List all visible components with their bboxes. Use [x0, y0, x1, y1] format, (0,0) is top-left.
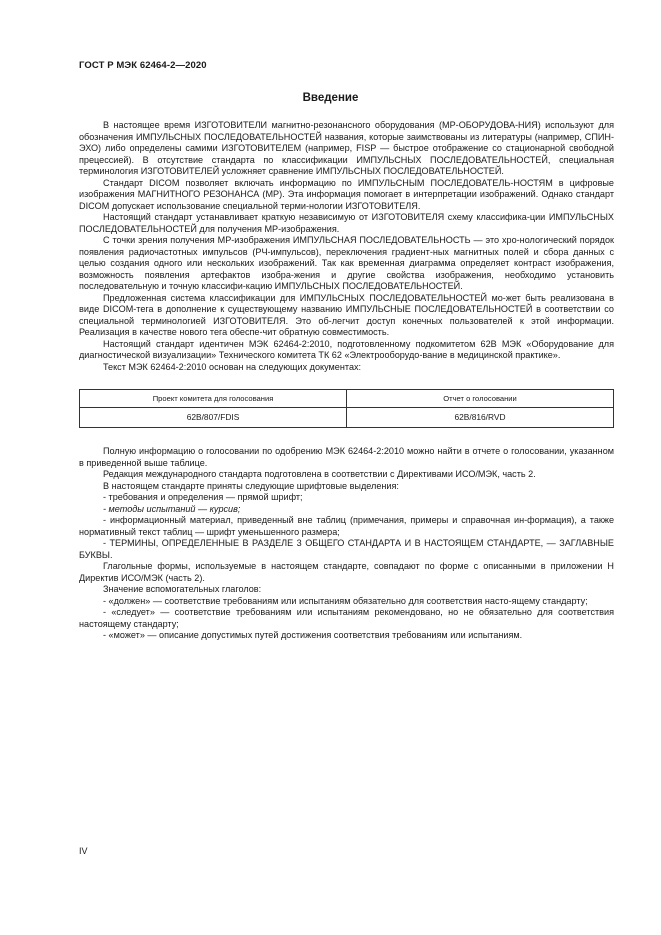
table-cell: 62В/807/FDIS — [80, 408, 347, 428]
paragraph: Редакция международного стандарта подготовлена в соответствии с Директивами ИСО/МЭК, часть 2. — [103, 469, 536, 479]
list-item: - требования и определения — прямой шрифт; — [103, 492, 303, 502]
paragraph: В настоящем стандарте приняты следующие шрифтовые выделения: — [103, 480, 399, 491]
list-item-italic: - методы испытаний — курсив; — [103, 503, 241, 514]
paragraph: Полную информацию о голосовании по одобрению МЭК 62464-2:2010 можно найти в отчете о голосовании, указанном в приведенной выше таблице. — [79, 446, 614, 468]
paragraph: Текст МЭК 62464-2:2010 основан на следующих документах: — [103, 361, 362, 372]
section-title: Введение — [302, 92, 359, 104]
paragraph: В настоящее время ИЗГОТОВИТЕЛИ магнитно-резонансного оборудования (МР-ОБОРУДОВА-НИЯ) используют для обозначения ИМПУЛЬСНЫХ ПОСЛЕДОВАТЕЛЬНОСТЕЙ названия, которые заимствованы из литературы (например, СПИН-ЭХО) либо определены самими ИЗГОТОВИТЕЛЕМ (например, FISP — быстрое отображение со стационарной свободной прецессией). В отсутствие стандарта по классификации ИМПУЛЬСНЫХ ПОСЛЕДОВАТЕЛЬНОСТЕЙ, специальная терминология ИЗГОТОВИТЕЛЕЙ усложняет сравнение ИМПУЛЬСНЫХ ПОСЛЕДОВАТЕЛЬНОСТЕЙ. — [79, 120, 614, 176]
list-item: - «должен» — соответствие требованиям или испытаниям обязательно для соответствия насто-ящему стандарту; — [103, 595, 588, 606]
table-cell: 62В/816/RVD — [347, 408, 614, 428]
list-item: - информационный материал, приведенный вне таблиц (примечания, примеры и справочная ин-формация), а также нормативный текст таблиц — шрифт уменьшенного размера; — [79, 515, 614, 537]
document-header: ГОСТ Р МЭК 62464-2—2020 — [79, 60, 207, 71]
list-item: - ТЕРМИНЫ, ОПРЕДЕЛЕННЫЕ В РАЗДЕЛЕ 3 ОБЩЕГО СТАНДАРТА И В НАСТОЯЩЕМ СТАНДАРТЕ, — ЗАГЛАВНЫЕ БУКВЫ. — [79, 538, 614, 560]
list-item: - «может» — описание допустимых путей достижения соответствия требованиям или испытаниям. — [103, 630, 523, 640]
table-row — [80, 408, 614, 428]
page-number: IV — [79, 846, 88, 856]
paragraph: Настоящий стандарт устанавливает краткую независимую от ИЗГОТОВИТЕЛЯ схему классифика-ции ИМПУЛЬСНЫХ ПОСЛЕДОВАТЕЛЬНОСТЕЙ для получения МР-изображения. — [79, 212, 614, 234]
table-header-row — [80, 390, 614, 408]
paragraph: Глагольные формы, используемые в настоящем стандарте, совпадают по форме с описанными в приложении Н Директив ИСО/МЭК (часть 2). — [79, 561, 614, 583]
voting-table — [79, 389, 614, 428]
paragraph: Настоящий стандарт идентичен МЭК 62464-2:2010, подготовленному подкомитетом 62В МЭК «Оборудование для диагностической визуализации» Технического комитета ТК 62 «Электрооборудо-вание в медицинской практике». — [79, 338, 614, 360]
paragraph: С точки зрения получения МР-изображения ИМПУЛЬСНАЯ ПОСЛЕДОВАТЕЛЬНОСТЬ — это хро-нологический порядок появления радиочастотных импульсов (РЧ-импульсов), переключения градиент-ных магнитных полей и сбора данных с целью создания одного или нескольких изображений. Так как временная диаграмма определяет контраст изображения, возможность появления артефактов изобра-жения и другие свойства изображения, необходимо установить последовательную и точную классифи-кацию ИМПУЛЬСНЫХ ПОСЛЕДОВАТЕЛЬНОСТЕЙ. — [79, 235, 614, 291]
table-header-cell: Отчет о голосовании — [347, 390, 614, 408]
list-item: - «следует» — соответствие требованиям или испытаниям рекомендовано, но не обязательно для соответствия настоящему стандарту; — [79, 607, 614, 629]
table-header-cell: Проект комитета для голосования — [80, 390, 347, 408]
paragraph: Значение вспомогательных глаголов: — [103, 584, 262, 594]
paragraph: Стандарт DICOM позволяет включать информацию по ИМПУЛЬСНЫМ ПОСЛЕДОВАТЕЛЬ-НОСТЯМ в цифровые изображения МАГНИТНОГО РЕЗОНАНСА (МР). Эта информация помогает в интерпретации изображений. Однако стандарт DICOM допускает использование специальной терми-нологии ИЗГОТОВИТЕЛЯ. — [79, 177, 614, 211]
paragraph: Предложенная система классификации для ИМПУЛЬСНЫХ ПОСЛЕДОВАТЕЛЬНОСТЕЙ мо-жет быть реализована в виде DICOM-тега в дополнение к существующему названию ИМПУЛЬСНЫЕ ПОСЛЕДОВАТЕЛЬНОСТЕЙ в соответствии со специальной терминологией ИЗГОТОВИТЕЛЯ. Это об-легчит доступ конечных пользователей к этой информации. Реализация в качестве нового тега обеспе-чит обратную совместимость. — [79, 292, 614, 337]
page-content — [79, 120, 614, 642]
